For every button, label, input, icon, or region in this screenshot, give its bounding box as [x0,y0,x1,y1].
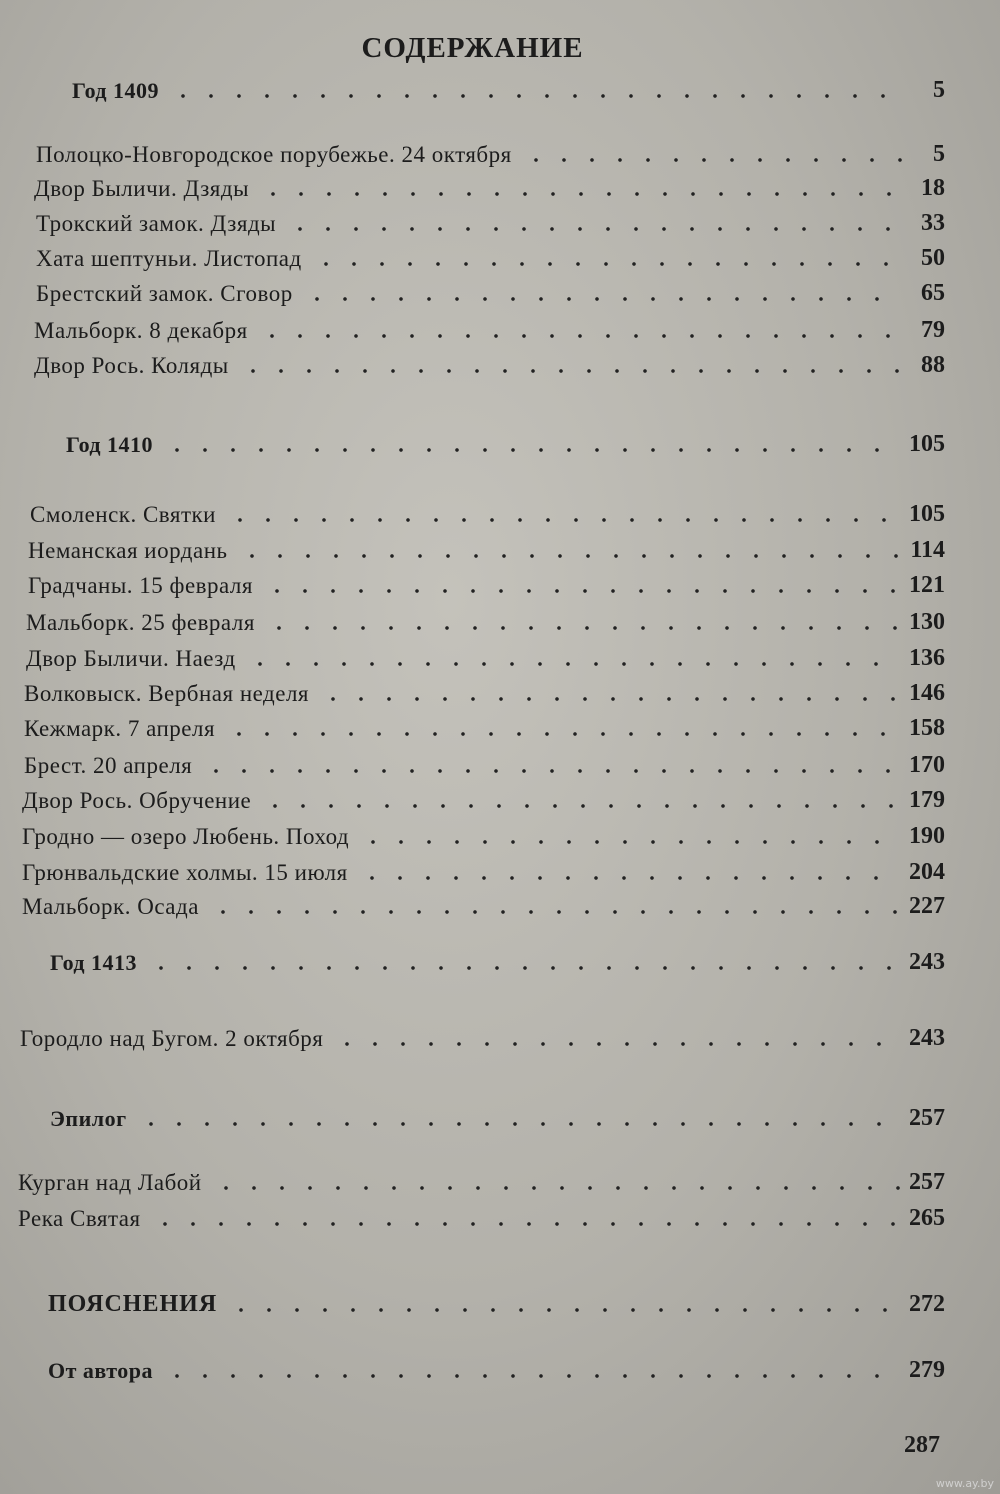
toc-entry-label: Городло над Бугом. 2 октября [20,1026,324,1051]
dot-leader [246,662,901,666]
dot-leader [319,697,901,701]
toc-entry-page: 257 [909,1169,945,1195]
watermark: www.ay.by [935,1477,994,1490]
dot-leader [259,192,903,196]
toc-entry-page: 272 [909,1291,945,1317]
toc-entry-page: 65 [921,280,945,306]
toc-entry [36,273,945,307]
toc-entry-page: 136 [909,645,945,671]
toc-entry-page: 257 [909,1105,945,1131]
dot-leader [303,297,903,301]
toc-entry-page: 33 [921,210,945,236]
toc-entry-label: Хата шептуньи. Листопад [36,246,302,271]
dot-leader [147,966,901,970]
dot-leader [163,1374,901,1378]
toc-entry-page: 265 [909,1205,945,1231]
toc-entry [20,1018,945,1052]
toc-entry-label: Мальборк. 8 декабря [34,318,248,343]
dot-leader [258,334,903,338]
toc-entry [36,134,945,168]
toc-entry [36,238,945,272]
toc-entry [66,424,945,458]
dot-leader [265,626,901,630]
toc-entry [22,886,945,920]
toc-entry [28,530,945,564]
toc-entry [18,1162,945,1196]
toc-entry-label: Год 1413 [50,950,138,975]
toc-entry [24,708,945,742]
toc-entry [24,673,945,707]
toc-entry-label: Полоцко-Новгородское порубежье. 24 октября [36,142,512,167]
toc-entry-label: Мальборк. Осада [22,894,199,919]
toc-entry [50,942,945,976]
toc-entry-label: Двор Быличи. Дзяды [34,176,250,201]
toc-entry-label: Брест. 20 апреля [24,753,193,778]
dot-leader [358,876,901,880]
dot-leader [359,840,901,844]
toc-entry-page: 179 [909,787,945,813]
toc-entry-page: 158 [909,715,945,741]
toc-entry-label: Двор Быличи. Наезд [26,646,236,671]
toc-entry-page: 243 [909,1025,945,1051]
toc-entry-label: Волковыск. Вербная неделя [24,681,309,706]
toc-entry-label: Двор Рось. Обручение [22,788,252,813]
dot-leader [263,589,901,593]
toc-entry-page: 18 [921,175,945,201]
toc-entry-page: 114 [910,537,945,563]
toc-entry-page: 5 [933,141,945,167]
toc-entry-label: Год 1410 [66,432,154,457]
dot-leader [227,1308,901,1312]
toc-entry-label: Грюнвальдские холмы. 15 июля [22,860,348,885]
toc-entry-label: Год 1409 [72,78,160,103]
dot-leader [151,1222,901,1226]
toc-entry [50,1098,945,1132]
toc-entry [72,70,945,104]
toc-entry [48,1284,945,1318]
toc-entry-page: 88 [921,352,945,378]
page-number: 287 [904,1432,940,1458]
toc-entry-page: 79 [921,317,945,343]
toc-entry-page: 190 [909,823,945,849]
toc-entry-label: Мальборк. 25 февраля [26,610,255,635]
toc-entry [22,780,945,814]
toc-entry-label: Смоленск. Святки [30,502,216,527]
toc-entry-page: 130 [909,609,945,635]
toc-entry [48,1350,945,1384]
dot-leader [225,732,901,736]
toc-entry [22,816,945,850]
toc-entry [26,602,945,636]
toc-entry-page: 279 [909,1357,945,1383]
page-title: СОДЕРЖАНИЕ [361,32,584,64]
toc-entry [34,168,945,202]
toc-entry [36,203,945,237]
dot-leader [226,518,901,522]
toc-entry [18,1198,945,1232]
toc-entry-label: Градчаны. 15 февраля [28,573,253,598]
toc-entry [34,345,945,379]
toc-entry-page: 105 [909,431,945,457]
toc-entry [28,565,945,599]
dot-leader [333,1042,901,1046]
toc-entry-page: 227 [909,893,945,919]
toc-entry-label: Гродно — озеро Любень. Поход [22,824,350,849]
toc-entry-label: Трокский замок. Дзяды [36,211,277,236]
toc-entry-label: Река Святая [18,1206,141,1231]
dot-leader [163,448,901,452]
dot-leader [209,910,901,914]
dot-leader [522,158,903,162]
toc-entry-page: 121 [909,572,945,598]
toc-entry-label: Брестский замок. Сговор [36,281,293,306]
toc-entry-label: ПОЯСНЕНИЯ [48,1291,218,1317]
toc-entry [24,745,945,779]
dot-leader [239,369,903,373]
toc-entry-label: Неманская иордань [28,538,228,563]
toc-entry-page: 204 [909,859,945,885]
dot-leader [137,1122,901,1126]
toc-entry-page: 170 [909,752,945,778]
toc-entry-label: Курган над Лабой [18,1170,202,1195]
toc-entry-page: 146 [909,680,945,706]
toc-entry-label: Двор Рось. Коляды [34,353,229,378]
dot-leader [202,769,901,773]
toc-entry-page: 105 [909,501,945,527]
toc-entry-label: Эпилог [50,1106,127,1131]
toc-entry [22,852,945,886]
toc-entry-label: От автора [48,1358,154,1383]
dot-leader [238,554,903,558]
toc-entry-page: 243 [909,949,945,975]
toc-entry-page: 50 [921,245,945,271]
toc-entry [26,638,945,672]
dot-leader [312,262,903,266]
dot-leader [286,227,903,231]
dot-leader [169,94,903,98]
toc-entry-label: Кежмарк. 7 апреля [24,716,216,741]
toc-entry-page: 5 [933,77,945,103]
dot-leader [261,804,901,808]
toc-entry [30,494,945,528]
dot-leader [212,1186,901,1190]
toc-entry [34,310,945,344]
